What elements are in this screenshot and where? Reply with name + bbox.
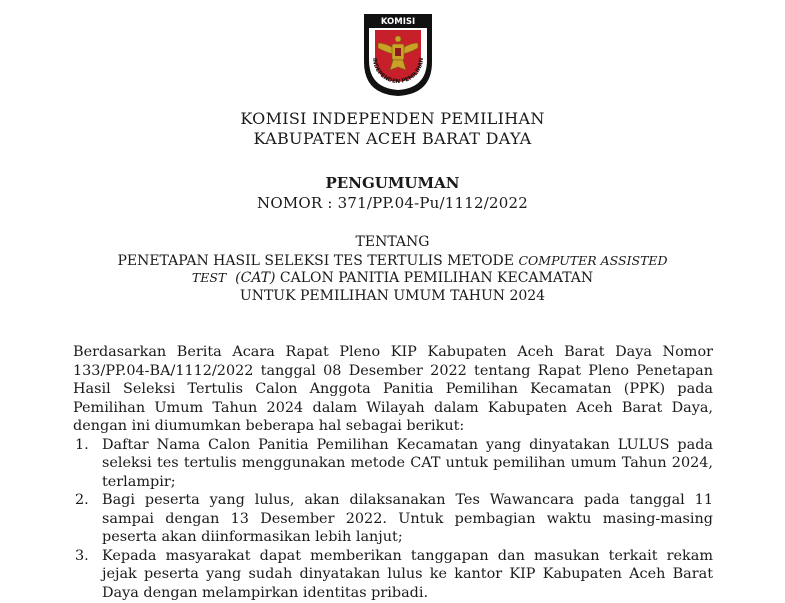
subject-line-1 bbox=[0, 253, 785, 269]
subject-line-3: UNTUK PEMILIHAN UMUM TAHUN 2024 bbox=[239, 288, 546, 304]
announcement-title: PENGUMUMAN bbox=[325, 174, 460, 192]
announcement-body bbox=[73, 343, 713, 602]
subject-line-2 bbox=[0, 270, 785, 286]
org-name-line-1: KOMISI INDEPENDEN PEMILIHAN bbox=[240, 109, 545, 128]
org-name-line-2: KABUPATEN ACEH BARAT DAYA bbox=[253, 129, 532, 148]
subject-line-1-italic: COMPUTER ASSISTED bbox=[518, 253, 668, 268]
list-item-text: Daftar Nama Calon Panitia Pemilihan Kecamatan yang dinyatakan LULUS pada seleksi tes tertulis menggunakan metode CAT untuk pemilihan umum Tahun 2024, terlampir; bbox=[102, 436, 713, 490]
list-item-number: 1. bbox=[75, 436, 89, 453]
intro-paragraph: Berdasarkan Berita Acara Rapat Pleno KIP Kabupaten Aceh Barat Daya Nomor 133/PP.04-BA/1112/2022 tanggal 08 Desember 2022 tentang Rapat Pleno Penetapan Hasil Seleksi Tertulis Calon Anggota Panitia Pemilihan Kecamatan (PPK) pada Pemilihan Umum Tahun 2024 dalam Wilayah dalam Kabupaten Aceh Barat Daya, dengan ini diumumkan beberapa hal sebagai berikut: bbox=[73, 344, 713, 434]
subject-line-2-italic-a: TEST bbox=[191, 270, 227, 285]
list-item-number: 3. bbox=[75, 547, 89, 564]
list-item-text: Kepada masyarakat dapat memberikan tanggapan dan masukan terkait rekam jejak peserta yang sudah dinyatakan lulus ke kantor KIP Kabupaten Aceh Barat Daya dengan melampirkan identitas pribadi. bbox=[102, 547, 713, 601]
list-item bbox=[73, 491, 713, 547]
subject-line-2-text: CALON PANITIA PEMILIHAN KECAMATAN bbox=[275, 270, 594, 286]
announcement-list bbox=[73, 436, 713, 603]
list-item-number: 2. bbox=[75, 492, 89, 508]
logo-ring-text: INDEPENDEN PEMILIHAN bbox=[370, 57, 426, 86]
announcement-number: NOMOR : 371/PP.04-Pu/1112/2022 bbox=[257, 194, 528, 212]
announcement-about: TENTANG bbox=[355, 234, 430, 250]
logo-top-text: KOMISI bbox=[380, 17, 416, 27]
subject-line-2-italic-b: (CAT) bbox=[235, 270, 276, 286]
list-item bbox=[73, 436, 713, 492]
list-item-text: Bagi peserta yang lulus, akan dilaksanakan Tes Wawancara pada tanggal 11 sampai dengan 13 Desember 2022. Untuk pembagian waktu masing-masing peserta akan diinformasikan lebih lanjut; bbox=[102, 492, 713, 545]
list-item bbox=[73, 547, 713, 603]
subject-line-1-text: PENETAPAN HASIL SELEKSI TES TERTULIS METODE bbox=[117, 253, 519, 269]
kip-logo bbox=[360, 10, 436, 98]
